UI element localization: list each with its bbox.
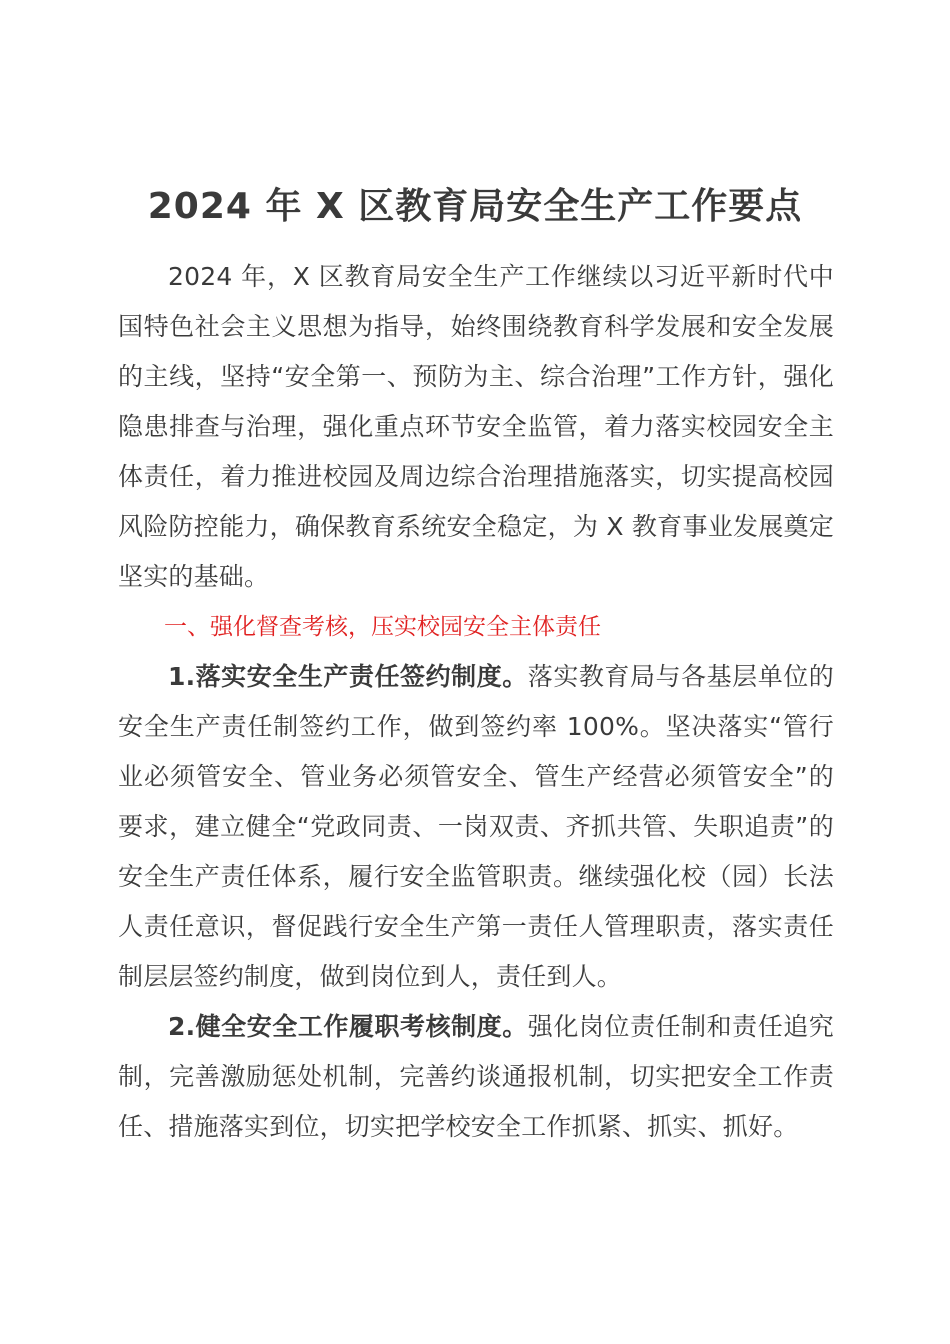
item-paragraph-1 — [118, 652, 834, 1002]
intro-paragraph: 2024 年，X 区教育局安全生产工作继续以习近平新时代中国特色社会主义思想为指导，始终围绕教育科学发展和安全发展的主线，坚持“安全第一、预防为主、综合治理”工作方针，强化隐患排查与治理，强化重点环节安全监管，着力落实校园安全主体责任，着力推进校园及周边综合治理措施落实，切实提高校园风险防控能力，确保教育系统安全稳定，为 X 教育事业发展奠定坚实的基础。 — [118, 262, 834, 591]
section-heading: 一、强化督查考核，压实校园安全主体责任 — [164, 614, 601, 640]
document-title: 2024 年 X 区教育局安全生产工作要点 — [147, 186, 803, 227]
item-1-text: 落实教育局与各基层单位的安全生产责任制签约工作，做到签约率 100%。坚决落实“管行业必须管安全、管业务必须管安全、管生产经营必须管安全”的要求，建立健全“党政同责、一岗双责、齐抓共管、失职追责”的安全生产责任体系，履行安全监管职责。继续强化校（园）长法人责任意识，督促践行安全生产第一责任人管理职责，落实责任制层层签约制度，做到岗位到人，责任到人。 — [118, 662, 834, 991]
item-2-text: 强化岗位责任制和责任追究制，完善激励惩处机制，完善约谈通报机制，切实把安全工作责任、措施落实到位，切实把学校安全工作抓紧、抓实、抓好。 — [118, 1012, 834, 1141]
item-1-lead: 1.落实安全生产责任签约制度。 — [168, 662, 528, 691]
item-paragraph-2 — [118, 1002, 834, 1152]
item-2-lead: 2.健全安全工作履职考核制度。 — [168, 1012, 528, 1041]
document-body — [118, 252, 834, 1152]
